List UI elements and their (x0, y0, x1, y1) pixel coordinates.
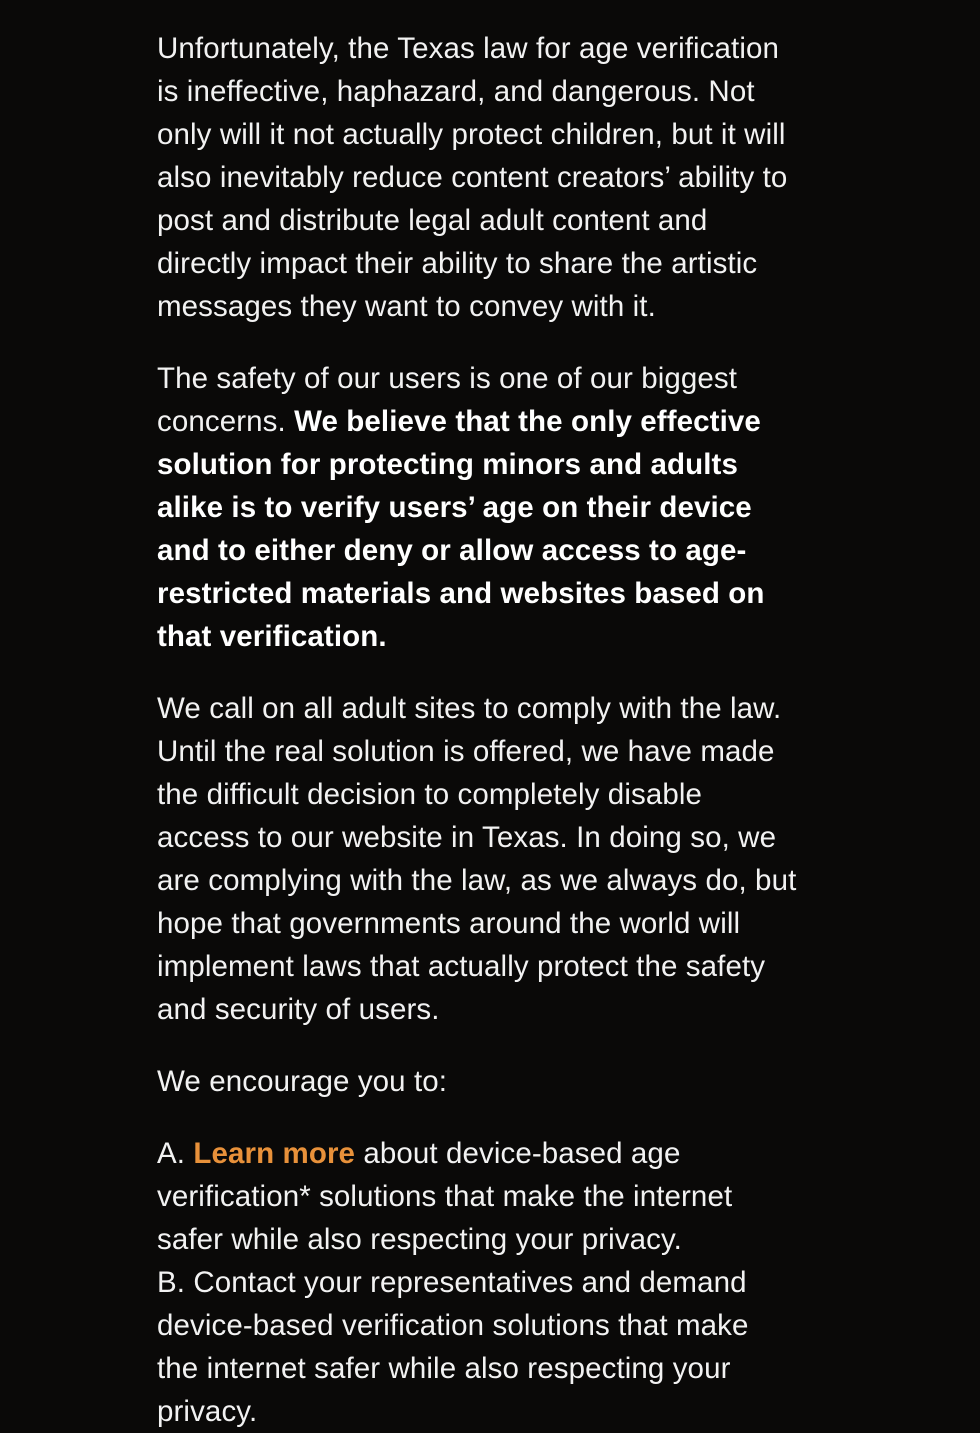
paragraph-p4 (157, 1060, 797, 1103)
body-text: A. (157, 1137, 194, 1170)
paragraph-p2 (157, 357, 797, 658)
body-text: about device-based age verification* solutions that make the internet safer while also respecting your privacy. (157, 1137, 733, 1256)
body-text: Unfortunately, the Texas law for age verification is ineffective, haphazard, and dangerous. Not only will it not actually protect children, but it will also inevitably reduce content creators’ ability to post and distribute legal adult content and directly impact their ability to share the artistic messages they want to convey with it. (157, 32, 788, 323)
paragraph-p3 (157, 687, 797, 1031)
learn-more-link[interactable]: Learn more (193, 1137, 356, 1170)
statement-body (157, 27, 797, 1433)
body-text: We encourage you to: (157, 1065, 448, 1098)
paragraph-p5 (157, 1132, 797, 1433)
emphasis-text: We believe that the only effective solution for protecting minors and adults alike is to verify users’ age on their device and to either deny or allow access to age-restricted materials and websites based on that verification. (157, 405, 765, 653)
body-text: We call on all adult sites to comply with the law. Until the real solution is offered, we have made the difficult decision to completely disable access to our website in Texas. In doing so, we are complying with the law, as we always do, but hope that governments around the world will implement laws that actually protect the safety and security of users. (157, 692, 797, 1026)
body-text: The safety of our users is one of our biggest concerns. (157, 362, 738, 438)
paragraph-p1 (157, 27, 797, 328)
body-text: B. Contact your representatives and demand device-based verification solutions that make the internet safer while also respecting your privacy. (157, 1266, 749, 1428)
